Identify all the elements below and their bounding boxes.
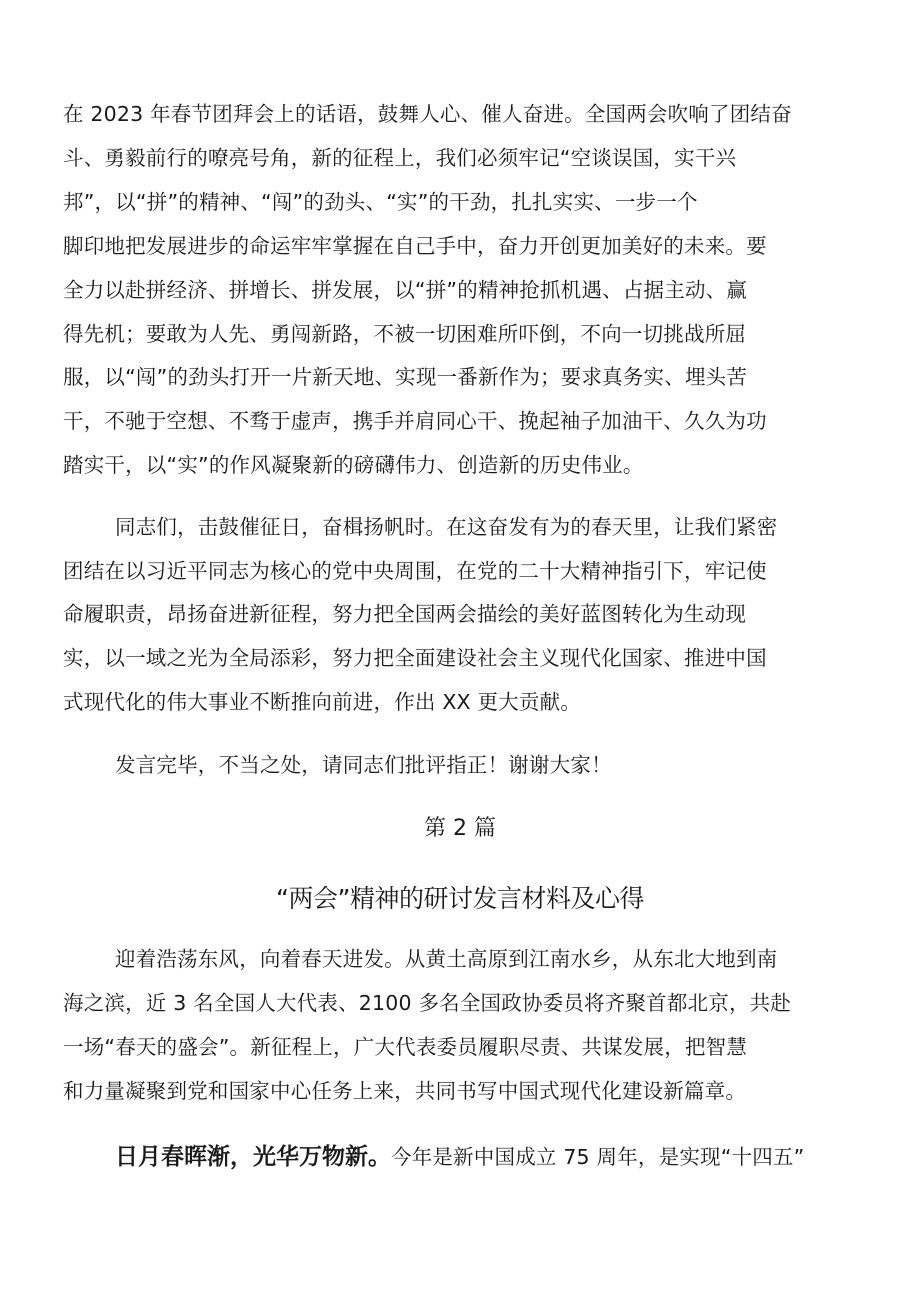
section-title: “两会”精神的研讨发言材料及心得 [276, 884, 644, 913]
paragraph-1-line: 斗、勇毅前行的嘹亮号角，新的征程上，我们必须牢记“空谈误国，实干兴 [63, 146, 737, 170]
paragraph-1-line: 全力以赴拼经济、拼增长、拼发展，以“拼”的精神抢抓机遇、占据主动、赢 [63, 278, 748, 302]
paragraph-3-line: 和力量凝聚到党和国家中心任务上来，共同书写中国式现代化建设新篇章。 [63, 1079, 747, 1103]
paragraph-1-line: 得先机；要敢为人先、勇闯新路，不被一切困难所吓倒，不向一切挑战所屈 [63, 322, 747, 346]
paragraph-2-line: 式现代化的伟大事业不断推向前进，作出 XX 更大贡献。 [63, 690, 582, 714]
paragraph-4-bold-lead: 日月春晖渐，光华万物新。 [115, 1144, 391, 1170]
paragraph-1-line: 干，不驰于空想、不骛于虚声，携手并肩同心干、挽起袖子加油干、久久为功 [63, 409, 767, 433]
paragraph-4-line [115, 1140, 804, 1174]
paragraph-2-line: 命履职责，昂扬奋进新征程，努力把全国两会描绘的美好蓝图转化为生动现 [63, 602, 747, 626]
paragraph-1-line: 脚印地把发展进步的命运牢牢掌握在自己手中，奋力开创更加美好的未来。要 [63, 234, 767, 258]
paragraph-1-line: 踏实干，以“实”的作风凝聚新的磅礴伟力、创造新的历史伟业。 [63, 453, 644, 477]
paragraph-2-line: 实，以一域之光为全局添彩，努力把全面建设社会主义现代化国家、推进中国 [63, 646, 767, 670]
section-label: 第 2 篇 [424, 816, 496, 841]
closing-remark: 发言完毕，不当之处，请同志们批评指正！谢谢大家！ [115, 753, 612, 777]
paragraph-3-line: 一场“春天的盛会”。新征程上，广大代表委员履职尽责、共谋发展，把智慧 [63, 1035, 748, 1059]
paragraph-2-line: 同志们，击鼓催征日，奋楫扬帆时。在这奋发有为的春天里，让我们紧密 [115, 515, 778, 539]
paragraph-1-line: 服，以“闯”的劲头打开一片新天地、实现一番新作为；要求真务实、埋头苦 [63, 365, 748, 389]
paragraph-2-line: 团结在以习近平同志为核心的党中央周围，在党的二十大精神指引下，牢记使 [63, 559, 767, 583]
paragraph-4-text: 今年是新中国成立 75 周年，是实现“十四五” [391, 1145, 805, 1169]
paragraph-1-line: 邦”，以“拼”的精神、“闯”的劲头、“实”的干劲，扎扎实实、一步一个 [63, 190, 698, 214]
paragraph-1-line: 在 2023 年春节团拜会上的话语，鼓舞人心、催人奋进。全国两会吹响了团结奋 [63, 102, 792, 126]
paragraph-3-line: 海之滨，近 3 名全国人大代表、2100 多名全国政协委员将齐聚首都北京，共赴 [63, 991, 792, 1015]
paragraph-3-line: 迎着浩荡东风，向着春天进发。从黄土高原到江南水乡，从东北大地到南 [115, 947, 778, 971]
